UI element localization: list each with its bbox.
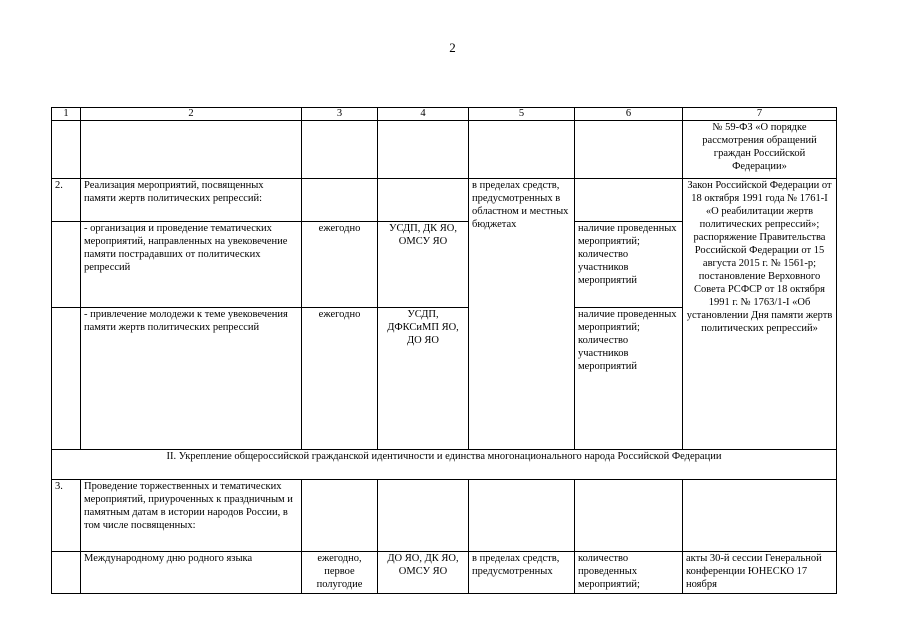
- header-col-5: 5: [469, 108, 575, 121]
- funding-cell: в пределах средств, предусмотренных в областном и местных бюджетах: [469, 179, 575, 450]
- indicators: наличие проведенных мероприятий; количество участников мероприятий: [575, 222, 683, 308]
- page-number: 2: [449, 40, 456, 55]
- executors: УСДП, ДФКСиМП ЯО, ДО ЯО: [378, 308, 469, 450]
- period: ежегодно, первое полугодие: [302, 552, 378, 594]
- sub-event-row: [52, 552, 837, 594]
- table-row-2: [52, 179, 837, 222]
- section-heading: II. Укрепление общероссийской гражданской идентичности и единства многонационального народа Российской Федерации: [52, 450, 837, 480]
- event-title: Реализация мероприятий, посвященных памяти жертв политических репрессий:: [81, 179, 302, 222]
- executors: ДО ЯО, ДК ЯО, ОМСУ ЯО: [378, 552, 469, 594]
- row-number: 3.: [52, 480, 81, 552]
- row-number: 2.: [52, 179, 81, 222]
- header-col-1: 1: [52, 108, 81, 121]
- events-table: [51, 107, 837, 594]
- legal-basis: Закон Российской Федерации от 18 октября 1991 года № 1761-I «О реабилитации жертв политических репрессий»; распоряжение Правительства Российской Федерации от 15 августа 2015 г. № 1561-р; постановление Верховного Совета РСФСР от 18 октября 1991 г. № 1763/1-I «Об установлении Дня памяти жертв политических репрессий»: [683, 179, 837, 450]
- funding-cell: в пределах средств, предусмотренных: [469, 552, 575, 594]
- header-col-3: 3: [302, 108, 378, 121]
- executors: УСДП, ДК ЯО, ОМСУ ЯО: [378, 222, 469, 308]
- period: ежегодно: [302, 308, 378, 450]
- continuation-row: [52, 121, 837, 179]
- header-col-4: 4: [378, 108, 469, 121]
- indicators: количество проведенных мероприятий;: [575, 552, 683, 594]
- event-title: Проведение торжественных и тематических мероприятий, приуроченных к праздничным и памятным датам в истории народов России, в том числе посвященных:: [81, 480, 302, 552]
- header-col-7: 7: [683, 108, 837, 121]
- table-row-3: [52, 480, 837, 552]
- sub-event-text: Международному дню родного языка: [81, 552, 302, 594]
- sub-event-text: - организация и проведение тематических мероприятий, направленных на увековечение памяти пострадавших от политических репрессий: [81, 222, 302, 308]
- sub-event-text: - привлечение молодежи к теме увековечения памяти жертв политических репрессий: [81, 308, 302, 450]
- period: ежегодно: [302, 222, 378, 308]
- section-heading-row: [52, 450, 837, 480]
- header-row: [52, 108, 837, 121]
- header-col-2: 2: [81, 108, 302, 121]
- legal-basis-cont: № 59-ФЗ «О порядке рассмотрения обращений граждан Российской Федерации»: [683, 121, 837, 179]
- legal-basis: акты 30-й сессии Генеральной конференции ЮНЕСКО 17 ноября: [683, 552, 837, 594]
- header-col-6: 6: [575, 108, 683, 121]
- indicators: наличие проведенных мероприятий; количество участников мероприятий: [575, 308, 683, 450]
